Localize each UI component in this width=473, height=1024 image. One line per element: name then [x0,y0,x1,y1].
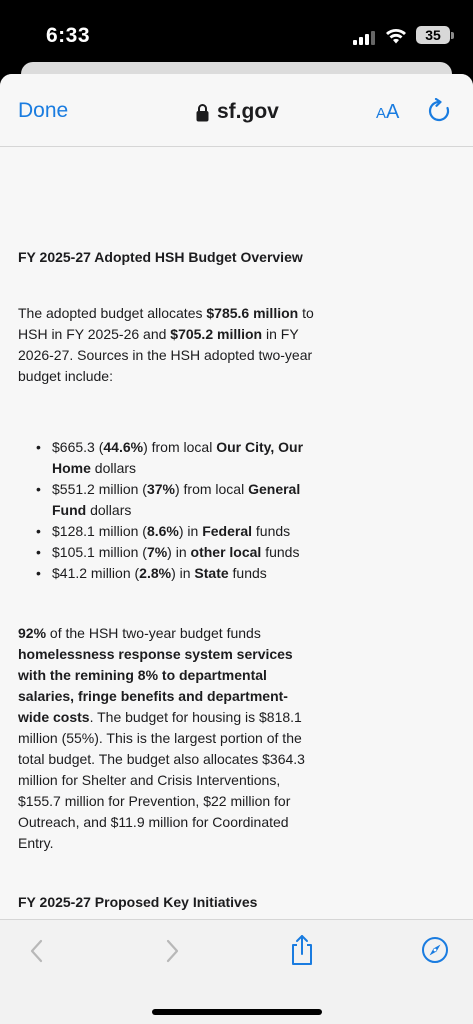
list-item-bold: 7% [146,544,168,560]
list-item-text: $41.2 million ( [52,565,140,581]
list-item-text: funds [228,565,267,581]
list-item-text: $128.1 million ( [52,523,147,539]
reload-icon[interactable] [426,98,452,124]
address-bar[interactable] [196,99,279,125]
list-item-text: ) from local [143,439,217,455]
wifi-icon [385,27,407,45]
list-item-bold: other local [190,544,262,560]
list-item-text: dollars [90,460,137,476]
text-size-button[interactable] [376,101,399,124]
allocation-paragraph [18,623,308,854]
overview-heading: FY 2025-27 Adopted HSH Budget Overview [18,249,303,265]
intro-text: The adopted budget allocates [18,305,207,321]
list-item-text: ) in [167,544,191,560]
list-item [36,563,326,584]
intro-bold-amount: $785.6 million [206,305,299,321]
status-time: 6:33 [46,24,91,47]
list-item-bold: Our City, Our Home [52,439,304,476]
intro-text: in FY 2026-27. Sources in the HSH adopted two-year budget include: [18,326,313,384]
status-bar [0,0,473,68]
battery-tip [451,32,454,39]
done-button[interactable]: Done [18,99,69,122]
list-item-text: dollars [86,502,132,518]
list-item [36,437,326,479]
browser-sheet [0,74,473,1024]
list-item [36,521,326,542]
back-icon[interactable] [28,938,46,964]
list-item [36,542,326,563]
lock-icon [196,103,209,122]
share-icon[interactable] [288,934,316,966]
signal-icon [353,31,375,45]
text-size-small-a: A [376,105,387,122]
list-item-bold: 8.6% [146,523,179,539]
initiatives-heading: FY 2025-27 Proposed Key Initiatives [18,894,258,910]
list-item-text: ) in [171,565,195,581]
forward-icon[interactable] [163,938,181,964]
list-item-text: funds [261,544,300,560]
list-item-bold: General Fund [52,481,301,518]
allocation-bold: 92% [18,625,47,641]
home-indicator [152,1009,322,1015]
intro-text: to HSH in FY 2025-26 and [18,305,314,342]
allocation-text: of the HSH two-year budget funds [46,625,261,641]
bottom-toolbar [0,919,473,1024]
list-item-text: $551.2 million ( [52,481,147,497]
list-item [36,479,326,521]
nav-bar [0,74,473,147]
list-item-text: ) from local [174,481,249,497]
list-item-text: ) in [178,523,203,539]
list-item-text: funds [252,523,291,539]
list-item-bold: Federal [202,523,253,539]
intro-paragraph [18,303,314,387]
list-item-text: $665.3 ( [52,439,104,455]
list-item-bold: 2.8% [139,565,172,581]
list-item-bold: 44.6% [103,439,144,455]
list-item-bold: State [194,565,229,581]
allocation-bold: homelessness response system services with the remining 8% to departmental salaries, fringe benefits and department-wide costs [18,646,293,725]
allocation-text: . The budget for housing is $818.1 million (55%). This is the largest portion of the total budget. The budget also allocates $364.3 million for Shelter and Crisis Interventions, $155.7 million for Prevention, $22 million for Outreach, and $11.9 million for Coordinated Entry. [18,709,305,851]
sources-list [36,437,326,584]
list-item-bold: 37% [146,481,175,497]
intro-bold-amount: $705.2 million [170,326,263,342]
text-size-large-a: A [386,101,400,123]
battery-icon: 35 [416,26,450,44]
list-item-text: $105.1 million ( [52,544,147,560]
url-text: sf.gov [217,100,279,123]
compass-icon[interactable] [421,936,449,964]
